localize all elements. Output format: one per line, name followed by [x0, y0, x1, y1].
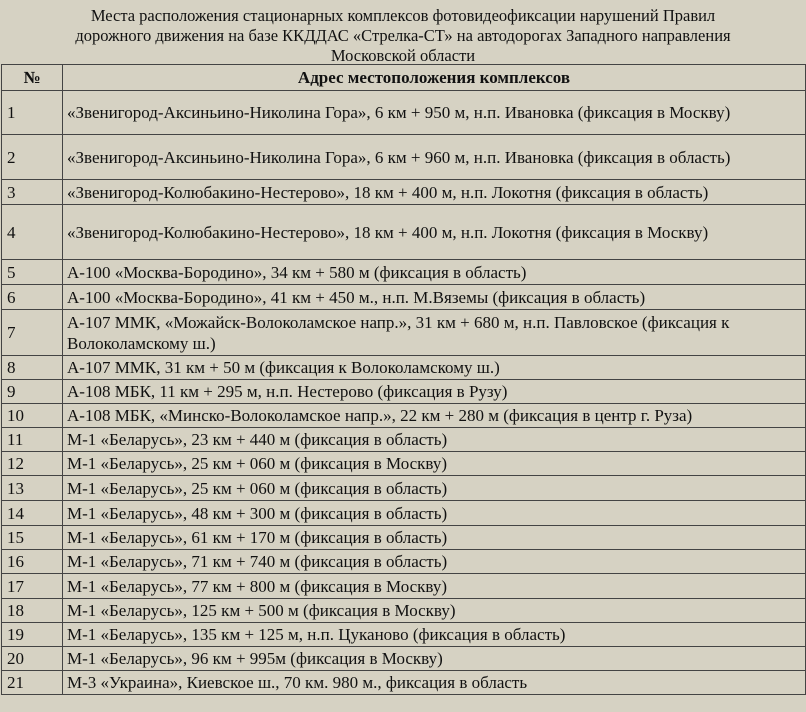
- row-address: «Звенигород-Аксиньино-Николина Гора», 6 км + 950 м, н.п. Ивановка (фиксация в Москву): [63, 91, 806, 135]
- row-address: М-1 «Беларусь», 135 км + 125 м, н.п. Цуканово (фиксация в область): [63, 623, 806, 647]
- table-row: [2, 671, 806, 695]
- row-number: 8: [2, 356, 63, 380]
- row-number: 7: [2, 310, 63, 356]
- row-number: 3: [2, 180, 63, 205]
- row-address: А-108 МБК, «Минско-Волоколамское напр.», 22 км + 280 м (фиксация в центр г. Руза): [63, 404, 806, 428]
- table-row: [2, 599, 806, 623]
- table-row: [2, 550, 806, 574]
- row-number: 5: [2, 260, 63, 285]
- row-number: 13: [2, 476, 63, 501]
- row-number: 20: [2, 647, 63, 671]
- table-row: [2, 647, 806, 671]
- row-number: 4: [2, 205, 63, 260]
- table-row: [2, 452, 806, 476]
- row-address: М-1 «Беларусь», 23 км + 440 м (фиксация в область): [63, 428, 806, 452]
- row-number: 14: [2, 501, 63, 526]
- table-row: [2, 623, 806, 647]
- row-address: М-1 «Беларусь», 25 км + 060 м (фиксация в Москву): [63, 452, 806, 476]
- table-row: [2, 476, 806, 501]
- row-address: А-100 «Москва-Бородино», 41 км + 450 м., н.п. М.Вяземы (фиксация в область): [63, 285, 806, 310]
- row-number: 18: [2, 599, 63, 623]
- row-number: 10: [2, 404, 63, 428]
- table-row: [2, 526, 806, 550]
- row-number: 2: [2, 135, 63, 180]
- row-address: А-107 ММК, 31 км + 50 м (фиксация к Волоколамскому ш.): [63, 356, 806, 380]
- row-number: 6: [2, 285, 63, 310]
- table-row: [2, 180, 806, 205]
- locations-table: [1, 64, 806, 695]
- row-address: А-100 «Москва-Бородино», 34 км + 580 м (фиксация в область): [63, 260, 806, 285]
- row-number: 17: [2, 574, 63, 599]
- row-number: 16: [2, 550, 63, 574]
- table-row: [2, 356, 806, 380]
- row-address: М-1 «Беларусь», 125 км + 500 м (фиксация в Москву): [63, 599, 806, 623]
- row-address: «Звенигород-Колюбакино-Нестерово», 18 км + 400 м, н.п. Локотня (фиксация в область): [63, 180, 806, 205]
- row-address: М-1 «Беларусь», 25 км + 060 м (фиксация в область): [63, 476, 806, 501]
- row-number: 9: [2, 380, 63, 404]
- row-number: 12: [2, 452, 63, 476]
- table-row: [2, 310, 806, 356]
- row-number: 19: [2, 623, 63, 647]
- page-title: Места расположения стационарных комплексов фотовидеофиксации нарушений Правил дорожного движения на базе ККДДАС «Стрелка-СТ» на автодорогах Западного направления Московской области: [75, 6, 731, 65]
- table-row: [2, 135, 806, 180]
- row-address: М-3 «Украина», Киевское ш., 70 км. 980 м., фиксация в область: [63, 671, 806, 695]
- row-address: М-1 «Беларусь», 61 км + 170 м (фиксация в область): [63, 526, 806, 550]
- table-row: [2, 260, 806, 285]
- row-address: М-1 «Беларусь», 77 км + 800 м (фиксация в Москву): [63, 574, 806, 599]
- row-number: 11: [2, 428, 63, 452]
- row-address: А-108 МБК, 11 км + 295 м, н.п. Нестерово (фиксация в Рузу): [63, 380, 806, 404]
- row-address: М-1 «Беларусь», 96 км + 995м (фиксация в Москву): [63, 647, 806, 671]
- table-row: [2, 285, 806, 310]
- row-address: А-107 ММК, «Можайск-Волоколамское напр.», 31 км + 680 м, н.п. Павловское (фиксация к Волоколамскому ш.): [63, 310, 806, 356]
- table-row: [2, 404, 806, 428]
- header-address: Адрес местоположения комплексов: [63, 65, 806, 91]
- row-address: М-1 «Беларусь», 71 км + 740 м (фиксация в область): [63, 550, 806, 574]
- row-number: 21: [2, 671, 63, 695]
- table-header-row: [2, 65, 806, 91]
- table-row: [2, 380, 806, 404]
- row-address: М-1 «Беларусь», 48 км + 300 м (фиксация в область): [63, 501, 806, 526]
- table-row: [2, 501, 806, 526]
- table-row: [2, 205, 806, 260]
- row-number: 1: [2, 91, 63, 135]
- row-number: 15: [2, 526, 63, 550]
- row-address: «Звенигород-Аксиньино-Николина Гора», 6 км + 960 м, н.п. Ивановка (фиксация в область): [63, 135, 806, 180]
- table-row: [2, 574, 806, 599]
- table-row: [2, 428, 806, 452]
- row-address: «Звенигород-Колюбакино-Нестерово», 18 км + 400 м, н.п. Локотня (фиксация в Москву): [63, 205, 806, 260]
- header-number: №: [2, 65, 63, 91]
- table-row: [2, 91, 806, 135]
